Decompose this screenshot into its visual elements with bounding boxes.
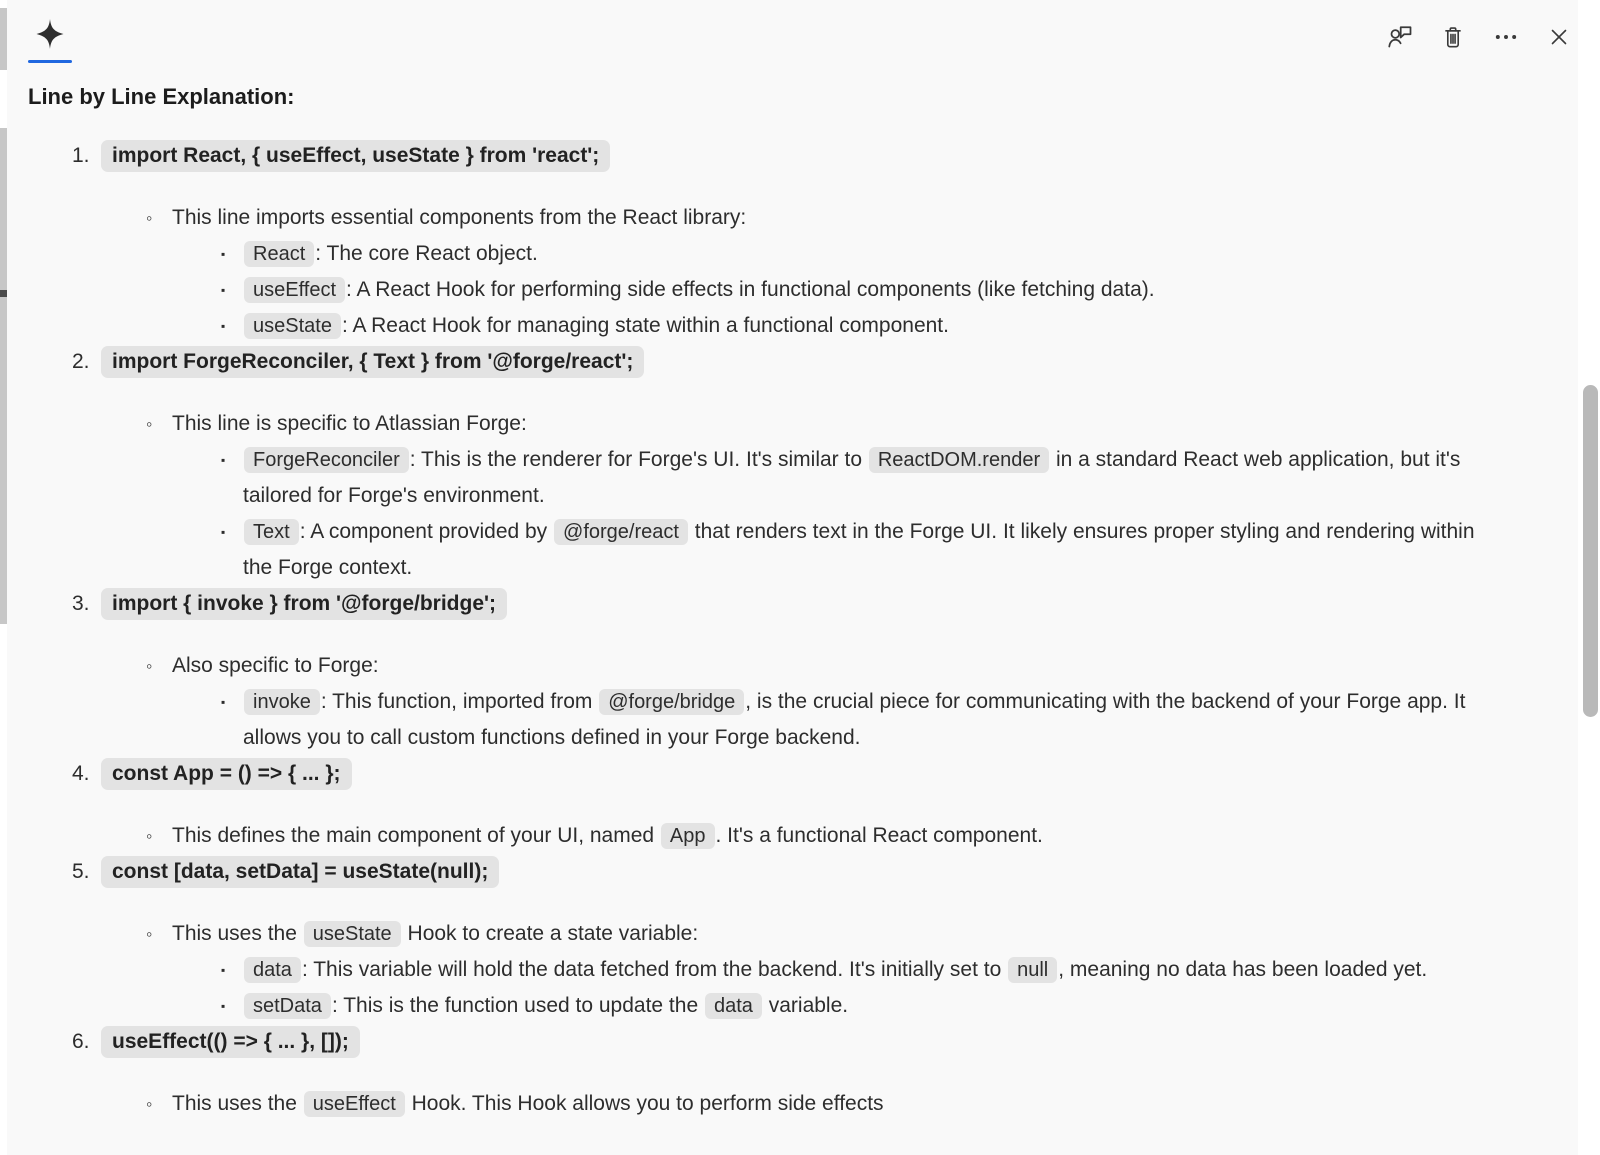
code-chip: useEffect(() => { ... }, []); xyxy=(101,1026,360,1058)
detail-item: ▪ useEffect : A React Hook for performing side effects in functional components (like fetching data). xyxy=(0,272,1600,308)
list-item-3 xyxy=(0,586,1600,756)
list-item-2 xyxy=(0,344,1600,586)
header-actions xyxy=(1385,22,1574,52)
tab-ai-explanation[interactable] xyxy=(27,13,73,63)
inline-code-chip: useState xyxy=(244,313,341,339)
item-explanation: ◦ This defines the main component of your UI, named App . It's a functional React component. xyxy=(0,818,1600,854)
code-chip: import ForgeReconciler, { Text } from '@forge/react'; xyxy=(101,346,644,378)
inline-code-chip: @forge/react xyxy=(554,519,688,545)
item-explanation: ◦ This uses the useState Hook to create a state variable: xyxy=(0,916,1600,952)
window-left-edge xyxy=(0,0,7,1155)
close-button[interactable] xyxy=(1544,22,1574,52)
item-number: 6. xyxy=(72,1030,90,1053)
delete-button[interactable] xyxy=(1438,22,1468,52)
ellipsis-icon xyxy=(1492,23,1520,51)
square-bullet-icon: ▪ xyxy=(221,247,226,261)
code-chip: const App = () => { ... }; xyxy=(101,758,352,790)
detail-item: ▪ invoke : This function, imported from @forge/bridge , is the crucial piece for communicating with the backend of your Forge app. It allows you to call custom functions defined in your Forge backend. xyxy=(0,684,1600,756)
item-number: 5. xyxy=(72,860,90,883)
inline-code-chip: @forge/bridge xyxy=(599,689,744,715)
detail-item: ▪ React : The core React object. xyxy=(0,236,1600,272)
inline-code-chip: data xyxy=(244,957,301,983)
square-bullet-icon: ▪ xyxy=(221,999,226,1013)
inline-code-chip: setData xyxy=(244,993,331,1019)
square-bullet-icon: ▪ xyxy=(221,525,226,539)
inline-code-chip: ReactDOM.render xyxy=(869,447,1049,473)
scrollbar-track[interactable] xyxy=(1578,0,1600,1155)
detail-item: ▪ Text : A component provided by @forge/react that renders text in the Forge UI. It likely ensures proper styling and rendering within the Forge context. xyxy=(0,514,1600,586)
circle-bullet-icon: ◦ xyxy=(146,414,153,434)
circle-bullet-icon: ◦ xyxy=(146,924,153,944)
code-line-row xyxy=(0,854,1600,890)
list-item-4 xyxy=(0,756,1600,854)
code-line-row xyxy=(0,756,1600,792)
active-tab-underline xyxy=(28,60,72,63)
code-chip: import { invoke } from '@forge/bridge'; xyxy=(101,588,507,620)
scrollbar-thumb[interactable] xyxy=(1583,385,1598,717)
list-item-5 xyxy=(0,854,1600,1024)
square-bullet-icon: ▪ xyxy=(221,283,226,297)
detail-item: ▪ data : This variable will hold the data fetched from the backend. It's initially set to null , meaning no data has been loaded yet. xyxy=(0,952,1600,988)
square-bullet-icon: ▪ xyxy=(221,963,226,977)
item-number: 1. xyxy=(72,144,90,167)
code-line-row xyxy=(0,1024,1600,1060)
person-comment-icon xyxy=(1386,23,1414,51)
trash-icon xyxy=(1440,24,1466,50)
panel-header xyxy=(0,0,1600,74)
inline-code-chip: null xyxy=(1008,957,1057,983)
explanation-list xyxy=(0,138,1600,1122)
circle-bullet-icon: ◦ xyxy=(146,826,153,846)
list-item-6 xyxy=(0,1024,1600,1122)
inline-code-chip: React xyxy=(244,241,314,267)
detail-item: ▪ useState : A React Hook for managing state within a functional component. xyxy=(0,308,1600,344)
code-chip: const [data, setData] = useState(null); xyxy=(101,856,499,888)
circle-bullet-icon: ◦ xyxy=(146,656,153,676)
item-number: 2. xyxy=(72,350,90,373)
item-explanation: ◦ This line imports essential components from the React library: xyxy=(0,200,1600,236)
inline-code-chip: useEffect xyxy=(244,277,345,303)
inline-code-chip: Text xyxy=(244,519,299,545)
page-title: Line by Line Explanation: xyxy=(28,84,295,109)
item-explanation: ◦ Also specific to Forge: xyxy=(0,648,1600,684)
left-edge-marker xyxy=(0,290,7,297)
code-chip: import React, { useEffect, useState } from 'react'; xyxy=(101,140,610,172)
feedback-button[interactable] xyxy=(1385,22,1415,52)
list-item-1 xyxy=(0,138,1600,344)
code-line-row xyxy=(0,138,1600,174)
more-options-button[interactable] xyxy=(1491,22,1521,52)
sparkle-icon xyxy=(32,13,68,55)
square-bullet-icon: ▪ xyxy=(221,319,226,333)
close-icon xyxy=(1546,24,1572,50)
item-explanation: ◦ This line is specific to Atlassian Forge: xyxy=(0,406,1600,442)
item-number: 4. xyxy=(72,762,90,785)
item-explanation: ◦ This uses the useEffect Hook. This Hook allows you to perform side effects xyxy=(0,1086,1600,1122)
inline-code-chip: data xyxy=(705,993,762,1019)
detail-item: ▪ ForgeReconciler : This is the renderer for Forge's UI. It's similar to ReactDOM.render in a standard React web application, but it's tailored for Forge's environment. xyxy=(0,442,1600,514)
inline-code-chip: ForgeReconciler xyxy=(244,447,409,473)
inline-code-chip: useEffect xyxy=(304,1091,405,1117)
inline-code-chip: useState xyxy=(304,921,401,947)
circle-bullet-icon: ◦ xyxy=(146,208,153,228)
code-line-row xyxy=(0,344,1600,380)
inline-code-chip: invoke xyxy=(244,689,320,715)
item-number: 3. xyxy=(72,592,90,615)
inline-code-chip: App xyxy=(661,823,715,849)
detail-item: ▪ setData : This is the function used to update the data variable. xyxy=(0,988,1600,1024)
circle-bullet-icon: ◦ xyxy=(146,1094,153,1114)
code-line-row xyxy=(0,586,1600,622)
square-bullet-icon: ▪ xyxy=(221,695,226,709)
square-bullet-icon: ▪ xyxy=(221,453,226,467)
